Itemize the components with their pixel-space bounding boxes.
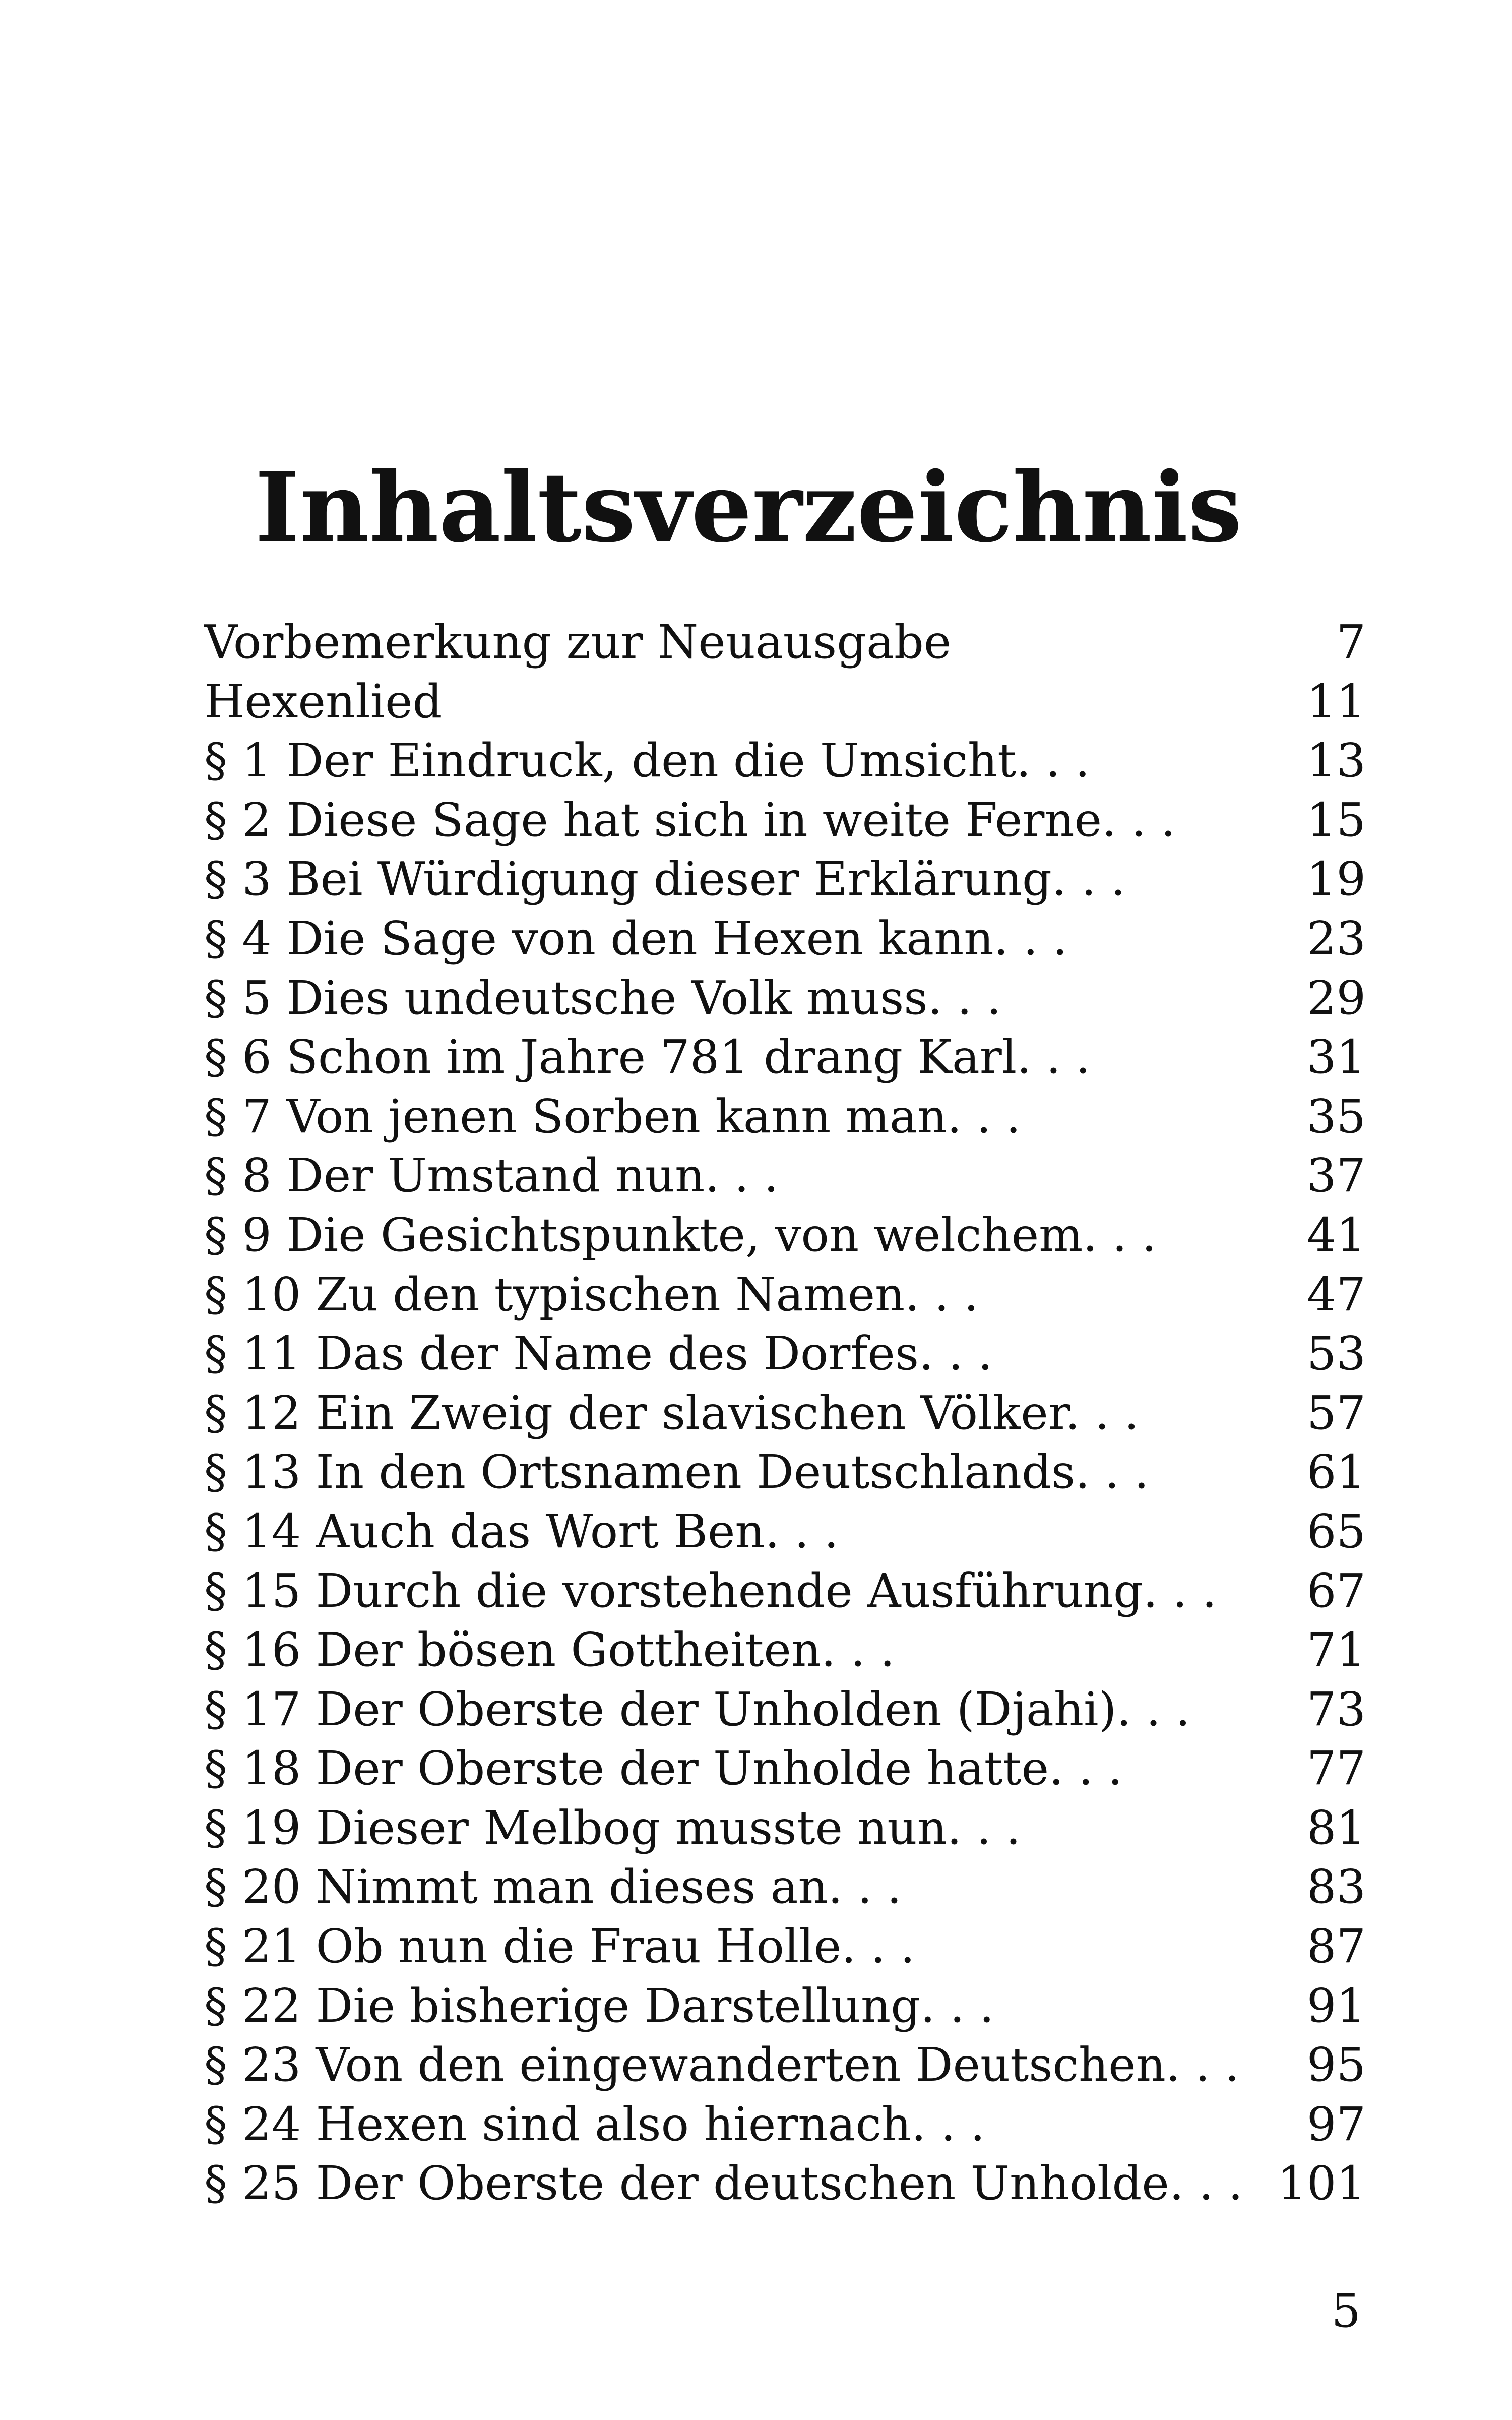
toc-entry: [204, 969, 1366, 1028]
toc-entry: [204, 1680, 1366, 1739]
toc-entry-page: 71: [1306, 1623, 1366, 1677]
toc-entry-page: 37: [1306, 1148, 1366, 1203]
toc-entry: [204, 850, 1366, 909]
table-of-contents: [204, 613, 1366, 2213]
toc-entry-page: 73: [1306, 1682, 1366, 1736]
toc-entry-page: 61: [1306, 1445, 1366, 1499]
toc-entry: [204, 672, 1366, 732]
toc-entry-page: 101: [1277, 2156, 1366, 2211]
toc-entry: [204, 1798, 1366, 1858]
toc-entry: [204, 1442, 1366, 1502]
toc-entry-page: 47: [1306, 1267, 1366, 1321]
toc-entry-title: § 18 Der Oberste der Unholde hatte. . .: [204, 1741, 1123, 1796]
toc-entry-page: 13: [1306, 734, 1366, 788]
toc-entry-page: 29: [1306, 971, 1366, 1025]
toc-entry: [204, 2035, 1366, 2095]
toc-entry-page: 23: [1306, 911, 1366, 965]
toc-entry-page: 77: [1306, 1741, 1366, 1796]
toc-entry-title: § 17 Der Oberste der Unholden (Djahi). . .: [204, 1682, 1190, 1736]
toc-entry-title: § 5 Dies undeutsche Volk muss. . .: [204, 971, 1001, 1025]
toc-entry-title: § 4 Die Sage von den Hexen kann. . .: [204, 911, 1067, 965]
toc-entry-page: 7: [1336, 615, 1366, 669]
toc-entry-page: 57: [1306, 1385, 1366, 1440]
toc-entry-title: § 21 Ob nun die Frau Holle. . .: [204, 1919, 915, 1974]
toc-entry: [204, 1383, 1366, 1443]
toc-entry-title: § 22 Die bisherige Darstellung. . .: [204, 1978, 994, 2033]
toc-entry-page: 95: [1306, 2038, 1366, 2092]
toc-entry-title: § 20 Nimmt man dieses an. . .: [204, 1860, 902, 1914]
toc-entry-title: § 14 Auch das Wort Ben. . .: [204, 1504, 839, 1558]
toc-entry-page: 15: [1306, 793, 1366, 847]
toc-entry-page: 67: [1306, 1563, 1366, 1618]
toc-entry: [204, 1739, 1366, 1798]
toc-entry-title: § 7 Von jenen Sorben kann man. . .: [204, 1089, 1021, 1143]
toc-entry-page: 19: [1306, 852, 1366, 906]
toc-entry-page: 87: [1306, 1919, 1366, 1974]
toc-entry: [204, 791, 1366, 850]
toc-entry-title: § 6 Schon im Jahre 781 drang Karl. . .: [204, 1030, 1091, 1084]
toc-entry: [204, 1620, 1366, 1680]
toc-entry-page: 35: [1306, 1089, 1366, 1143]
toc-entry: [204, 1917, 1366, 1976]
toc-entry-title: § 15 Durch die vorstehende Ausführung. . .: [204, 1563, 1217, 1618]
toc-entry-page: 41: [1306, 1207, 1366, 1262]
toc-entry-title: § 1 Der Eindruck, den die Umsicht. . .: [204, 734, 1090, 788]
toc-entry: [204, 1027, 1366, 1087]
toc-entry: [204, 1265, 1366, 1324]
toc-entry-page: 11: [1306, 674, 1366, 729]
toc-entry-title: § 19 Dieser Melbog musste nun. . .: [204, 1800, 1021, 1855]
toc-entry: [204, 1976, 1366, 2036]
toc-entry-title: § 13 In den Ortsnamen Deutschlands. . .: [204, 1445, 1149, 1499]
toc-entry-page: 31: [1306, 1030, 1366, 1084]
toc-entry-page: 81: [1306, 1800, 1366, 1855]
toc-entry-page: 83: [1306, 1860, 1366, 1914]
toc-entry-title: § 10 Zu den typischen Namen. . .: [204, 1267, 979, 1321]
toc-entry: [204, 1087, 1366, 1146]
toc-entry: [204, 909, 1366, 969]
toc-entry-title: § 12 Ein Zweig der slavischen Völker. . .: [204, 1385, 1139, 1440]
toc-entry-title: § 2 Diese Sage hat sich in weite Ferne. . .: [204, 793, 1176, 847]
toc-entry: [204, 1561, 1366, 1621]
toc-entry-title: § 8 Der Umstand nun. . .: [204, 1148, 779, 1203]
toc-entry-title: Vorbemerkung zur Neuausgabe: [204, 615, 952, 669]
toc-entry: [204, 2095, 1366, 2154]
toc-entry: [204, 1324, 1366, 1383]
toc-entry-page: 91: [1306, 1978, 1366, 2033]
page-title: Inhaltsverzeichnis: [255, 451, 1242, 564]
toc-entry: [204, 613, 1366, 672]
toc-entry: [204, 1502, 1366, 1561]
toc-entry: [204, 731, 1366, 791]
toc-entry-page: 65: [1306, 1504, 1366, 1558]
toc-entry-title: § 24 Hexen sind also hiernach. . .: [204, 2097, 985, 2151]
toc-entry: [204, 2154, 1366, 2213]
toc-entry-title: § 9 Die Gesichtspunkte, von welchem. . .: [204, 1207, 1157, 1262]
toc-entry-title: § 16 Der bösen Gottheiten. . .: [204, 1623, 895, 1677]
toc-entry: [204, 1857, 1366, 1917]
toc-entry: [204, 1205, 1366, 1265]
toc-entry-title: § 11 Das der Name des Dorfes. . .: [204, 1326, 993, 1381]
toc-entry-title: Hexenlied: [204, 674, 443, 729]
toc-entry-page: 53: [1306, 1326, 1366, 1381]
toc-entry-title: § 25 Der Oberste der deutschen Unholde. . .: [204, 2156, 1243, 2211]
page-number: 5: [1331, 2284, 1361, 2338]
toc-entry-title: § 3 Bei Würdigung dieser Erklärung. . .: [204, 852, 1126, 906]
toc-entry-page: 97: [1306, 2097, 1366, 2151]
toc-entry: [204, 1146, 1366, 1205]
toc-entry-title: § 23 Von den eingewanderten Deutschen. . .: [204, 2038, 1240, 2092]
